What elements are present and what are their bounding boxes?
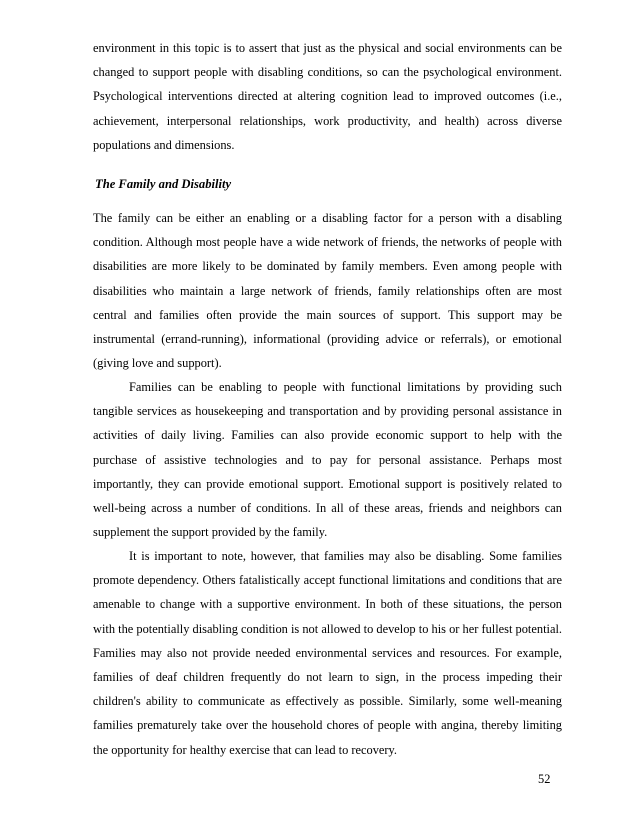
paragraph-family-1: [93, 206, 562, 375]
paragraph-intro: [93, 36, 562, 157]
paragraph-text: The family can be either an enabling or a disabling factor for a person with a disabling condition. Although most people have a wide network of friends, the networks of people with disabilities are more likely to be dominated by family members. Even among people with disabilities who maintain a large network of friends, family relationships often are most central and families often provide the main sources of support. This support may be instrumental (errand-running), informational (providing advice or referrals), or emotional (giving love and support).: [93, 211, 562, 371]
section-heading: The Family and Disability: [95, 177, 232, 191]
paragraph-text: It is important to note, however, that families may also be disabling. Some families promote dependency. Others fatalistically accept functional limitations and conditions that are amenable to change with a supportive environment. In both of these situations, the person with the potentially disabling condition is not allowed to develop to his or her fullest potential. Families may also not provide needed environmental services and resources. For example, families of deaf children frequently do not learn to sign, in the process impeding their children's ability to communicate as effectively as possible. Similarly, some well-meaning families prematurely take over the household chores of people with angina, thereby limiting the opportunity for healthy exercise that can lead to recovery.: [93, 549, 562, 757]
paragraph-family-3: [93, 544, 562, 762]
paragraph-text: Families can be enabling to people with functional limitations by providing such tangible services as housekeeping and transportation and by providing personal assistance in activities of daily living. Families can also provide economic support to help with the purchase of assistive technologies and to pay for personal assistance. Perhaps most importantly, they can provide emotional support. Emotional support is positively related to well-being across a number of conditions. In all of these areas, friends and neighbors can supplement the support provided by the family.: [93, 380, 562, 540]
paragraph-text: environment in this topic is to assert that just as the physical and social environments can be changed to support people with disabling conditions, so can the psychological environment. Psychological interventions directed at altering cognition lead to improved outcomes (i.e., achievement, interpersonal relationships, work productivity, and health) across diverse populations and dimensions.: [93, 41, 562, 152]
page-number: 52: [538, 772, 551, 786]
paragraph-family-2: [93, 375, 562, 544]
